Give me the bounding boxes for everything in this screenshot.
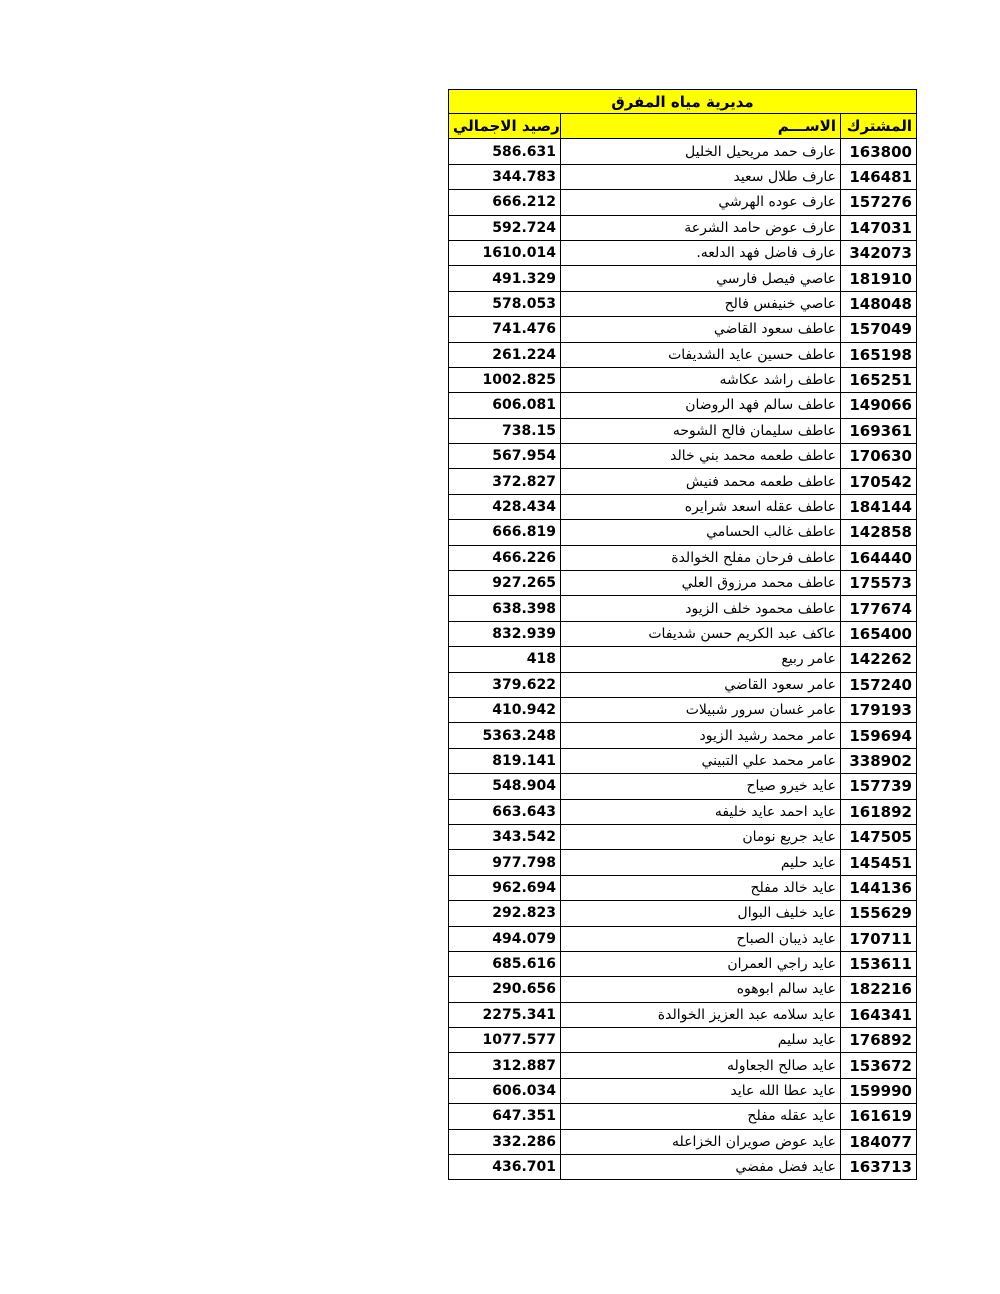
balance-cell: 290.656	[449, 977, 561, 1002]
name-cell: عارف فاضل فهد الدلعه.	[561, 240, 841, 265]
subscriber-id-cell: 149066	[841, 393, 917, 418]
subscriber-id-cell: 176892	[841, 1028, 917, 1053]
subscriber-id-cell: 184144	[841, 494, 917, 519]
balance-cell: 741.476	[449, 317, 561, 342]
balance-cell: 491.329	[449, 266, 561, 291]
subscriber-id-cell: 170542	[841, 469, 917, 494]
table-row	[449, 469, 917, 494]
balance-cell: 819.141	[449, 748, 561, 773]
name-cell: عايد خليف البوال	[561, 901, 841, 926]
subscriber-id-cell: 175573	[841, 571, 917, 596]
subscriber-id-cell: 165251	[841, 367, 917, 392]
table-row	[449, 1053, 917, 1078]
name-cell: عارف عوض حامد الشرعة	[561, 215, 841, 240]
table-row	[449, 647, 917, 672]
subscriber-id-cell: 147505	[841, 824, 917, 849]
subscriber-id-cell: 155629	[841, 901, 917, 926]
balance-cell: 638.398	[449, 596, 561, 621]
subscriber-id-cell: 142858	[841, 520, 917, 545]
table-row	[449, 596, 917, 621]
subscriber-id-cell: 177674	[841, 596, 917, 621]
table-row	[449, 1129, 917, 1154]
subscriber-id-cell: 164440	[841, 545, 917, 570]
balance-cell: 666.819	[449, 520, 561, 545]
table-row	[449, 215, 917, 240]
name-cell: عاطف محمود خلف الزيود	[561, 596, 841, 621]
balance-cell: 312.887	[449, 1053, 561, 1078]
balance-cell: 410.942	[449, 697, 561, 722]
subscriber-id-cell: 148048	[841, 291, 917, 316]
subscriber-id-cell: 157739	[841, 774, 917, 799]
header-row	[449, 114, 917, 139]
table-row	[449, 621, 917, 646]
name-cell: عايد ذيبان الصباح	[561, 926, 841, 951]
name-cell: عايد عطا الله عايد	[561, 1078, 841, 1103]
table-row	[449, 139, 917, 164]
name-cell: عايد راجي العمران	[561, 951, 841, 976]
name-cell: عايد حليم	[561, 850, 841, 875]
table-row	[449, 164, 917, 189]
table-row	[449, 571, 917, 596]
name-cell: عايد خيرو صياح	[561, 774, 841, 799]
name-cell: عاطف غالب الحسامي	[561, 520, 841, 545]
balance-cell: 436.701	[449, 1155, 561, 1180]
name-cell: عامر محمد علي التبيني	[561, 748, 841, 773]
balance-cell: 1002.825	[449, 367, 561, 392]
table-row	[449, 367, 917, 392]
balance-cell: 1610.014	[449, 240, 561, 265]
subscriber-id-cell: 161619	[841, 1104, 917, 1129]
balance-cell: 567.954	[449, 444, 561, 469]
name-cell: عارف عوده الهرشي	[561, 190, 841, 215]
balance-cell: 586.631	[449, 139, 561, 164]
table-row	[449, 240, 917, 265]
table-row	[449, 291, 917, 316]
table-body	[449, 90, 917, 1180]
name-cell: عارف حمد مريحيل الخليل	[561, 139, 841, 164]
subscriber-id-cell: 161892	[841, 799, 917, 824]
subscriber-id-cell: 159694	[841, 723, 917, 748]
table-row	[449, 1002, 917, 1027]
name-cell: عايد خالد مفلح	[561, 875, 841, 900]
subscriber-id-cell: 163713	[841, 1155, 917, 1180]
table-row	[449, 1078, 917, 1103]
name-cell: عارف طلال سعيد	[561, 164, 841, 189]
table-row	[449, 494, 917, 519]
name-cell: عاطف حسين عايد الشديفات	[561, 342, 841, 367]
subscriber-id-cell: 163800	[841, 139, 917, 164]
table-row	[449, 190, 917, 215]
table-row	[449, 545, 917, 570]
balance-cell: 261.224	[449, 342, 561, 367]
balance-cell: 2275.341	[449, 1002, 561, 1027]
name-cell: عاطف راشد عكاشه	[561, 367, 841, 392]
subscriber-id-cell: 145451	[841, 850, 917, 875]
balance-cell: 548.904	[449, 774, 561, 799]
name-cell: عاطف محمد مرزوق العلي	[561, 571, 841, 596]
column-header-balance: رصيد الاجمالي	[449, 114, 561, 139]
subscriber-id-cell: 169361	[841, 418, 917, 443]
subscriber-id-cell: 153672	[841, 1053, 917, 1078]
balance-cell: 977.798	[449, 850, 561, 875]
name-cell: عايد عقله مفلح	[561, 1104, 841, 1129]
subscriber-table	[448, 89, 917, 1180]
table-row	[449, 418, 917, 443]
table-row	[449, 748, 917, 773]
balance-cell: 379.622	[449, 672, 561, 697]
name-cell: عايد عوض صويران الخزاعله	[561, 1129, 841, 1154]
name-cell: عايد جريع نومان	[561, 824, 841, 849]
name-cell: عامر سعود القاضي	[561, 672, 841, 697]
subscriber-id-cell: 142262	[841, 647, 917, 672]
balance-cell: 578.053	[449, 291, 561, 316]
name-cell: عايد احمد عايد خليفه	[561, 799, 841, 824]
balance-cell: 428.434	[449, 494, 561, 519]
balance-cell: 592.724	[449, 215, 561, 240]
subscriber-id-cell: 159990	[841, 1078, 917, 1103]
table-row	[449, 1104, 917, 1129]
sheet-title: مديرية مياه المفرق	[449, 90, 917, 114]
subscriber-id-cell: 153611	[841, 951, 917, 976]
subscriber-id-cell: 184077	[841, 1129, 917, 1154]
name-cell: عايد صالح الجعاوله	[561, 1053, 841, 1078]
table-row	[449, 850, 917, 875]
table-row	[449, 520, 917, 545]
table-row	[449, 875, 917, 900]
name-cell: عاطف سالم فهد الروضان	[561, 393, 841, 418]
balance-cell: 1077.577	[449, 1028, 561, 1053]
balance-cell: 466.226	[449, 545, 561, 570]
balance-cell: 606.034	[449, 1078, 561, 1103]
name-cell: عاطف طعمه محمد بني خالد	[561, 444, 841, 469]
balance-cell: 344.783	[449, 164, 561, 189]
table-row	[449, 444, 917, 469]
table-row	[449, 317, 917, 342]
balance-cell: 606.081	[449, 393, 561, 418]
subscriber-id-cell: 165198	[841, 342, 917, 367]
balance-cell: 927.265	[449, 571, 561, 596]
balance-cell: 962.694	[449, 875, 561, 900]
table-row	[449, 723, 917, 748]
balance-cell: 666.212	[449, 190, 561, 215]
subscriber-id-cell: 170630	[841, 444, 917, 469]
name-cell: عايد سالم ابوهوه	[561, 977, 841, 1002]
column-header-id: المشترك	[841, 114, 917, 139]
name-cell: عاطف فرحان مفلح الخوالدة	[561, 545, 841, 570]
name-cell: عاصي فيصل فارسي	[561, 266, 841, 291]
subscriber-id-cell: 157049	[841, 317, 917, 342]
subscriber-id-cell: 147031	[841, 215, 917, 240]
balance-cell: 332.286	[449, 1129, 561, 1154]
subscriber-id-cell: 170711	[841, 926, 917, 951]
table-row	[449, 799, 917, 824]
name-cell: عاكف عبد الكريم حسن شديفات	[561, 621, 841, 646]
table-row	[449, 1028, 917, 1053]
name-cell: عاطف سليمان فالح الشوحه	[561, 418, 841, 443]
name-cell: عامر ربيع	[561, 647, 841, 672]
table-row	[449, 951, 917, 976]
name-cell: عاطف عقله اسعد شرايره	[561, 494, 841, 519]
subscriber-id-cell: 181910	[841, 266, 917, 291]
name-cell: عايد سلامه عبد العزيز الخوالدة	[561, 1002, 841, 1027]
subscriber-id-cell: 157276	[841, 190, 917, 215]
balance-cell: 494.079	[449, 926, 561, 951]
table-row	[449, 926, 917, 951]
balance-cell: 292.823	[449, 901, 561, 926]
table-row	[449, 266, 917, 291]
balance-cell: 685.616	[449, 951, 561, 976]
balance-cell: 372.827	[449, 469, 561, 494]
title-row	[449, 90, 917, 114]
balance-cell: 663.643	[449, 799, 561, 824]
table-row	[449, 774, 917, 799]
table-row	[449, 672, 917, 697]
subscriber-id-cell: 342073	[841, 240, 917, 265]
table-row	[449, 901, 917, 926]
balance-cell: 832.939	[449, 621, 561, 646]
balance-cell: 5363.248	[449, 723, 561, 748]
table-row	[449, 977, 917, 1002]
subscriber-id-cell: 157240	[841, 672, 917, 697]
name-cell: عاطف سعود القاضي	[561, 317, 841, 342]
name-cell: عايد سليم	[561, 1028, 841, 1053]
subscriber-id-cell: 144136	[841, 875, 917, 900]
balance-cell: 343.542	[449, 824, 561, 849]
name-cell: عاطف طعمه محمد فنيش	[561, 469, 841, 494]
table-row	[449, 393, 917, 418]
subscriber-id-cell: 182216	[841, 977, 917, 1002]
subscriber-id-cell: 146481	[841, 164, 917, 189]
name-cell: عامر محمد رشيد الزيود	[561, 723, 841, 748]
balance-cell: 647.351	[449, 1104, 561, 1129]
table-row	[449, 342, 917, 367]
subscriber-id-cell: 179193	[841, 697, 917, 722]
name-cell: عاصي خنيفس فالح	[561, 291, 841, 316]
subscriber-balance-sheet	[448, 89, 916, 1180]
subscriber-id-cell: 165400	[841, 621, 917, 646]
subscriber-id-cell: 338902	[841, 748, 917, 773]
column-header-name: الاســـم	[561, 114, 841, 139]
table-row	[449, 824, 917, 849]
balance-cell: 738.15	[449, 418, 561, 443]
table-row	[449, 697, 917, 722]
name-cell: عايد فضل مفضي	[561, 1155, 841, 1180]
table-row	[449, 1155, 917, 1180]
name-cell: عامر غسان سرور شبيلات	[561, 697, 841, 722]
balance-cell: 418	[449, 647, 561, 672]
subscriber-id-cell: 164341	[841, 1002, 917, 1027]
